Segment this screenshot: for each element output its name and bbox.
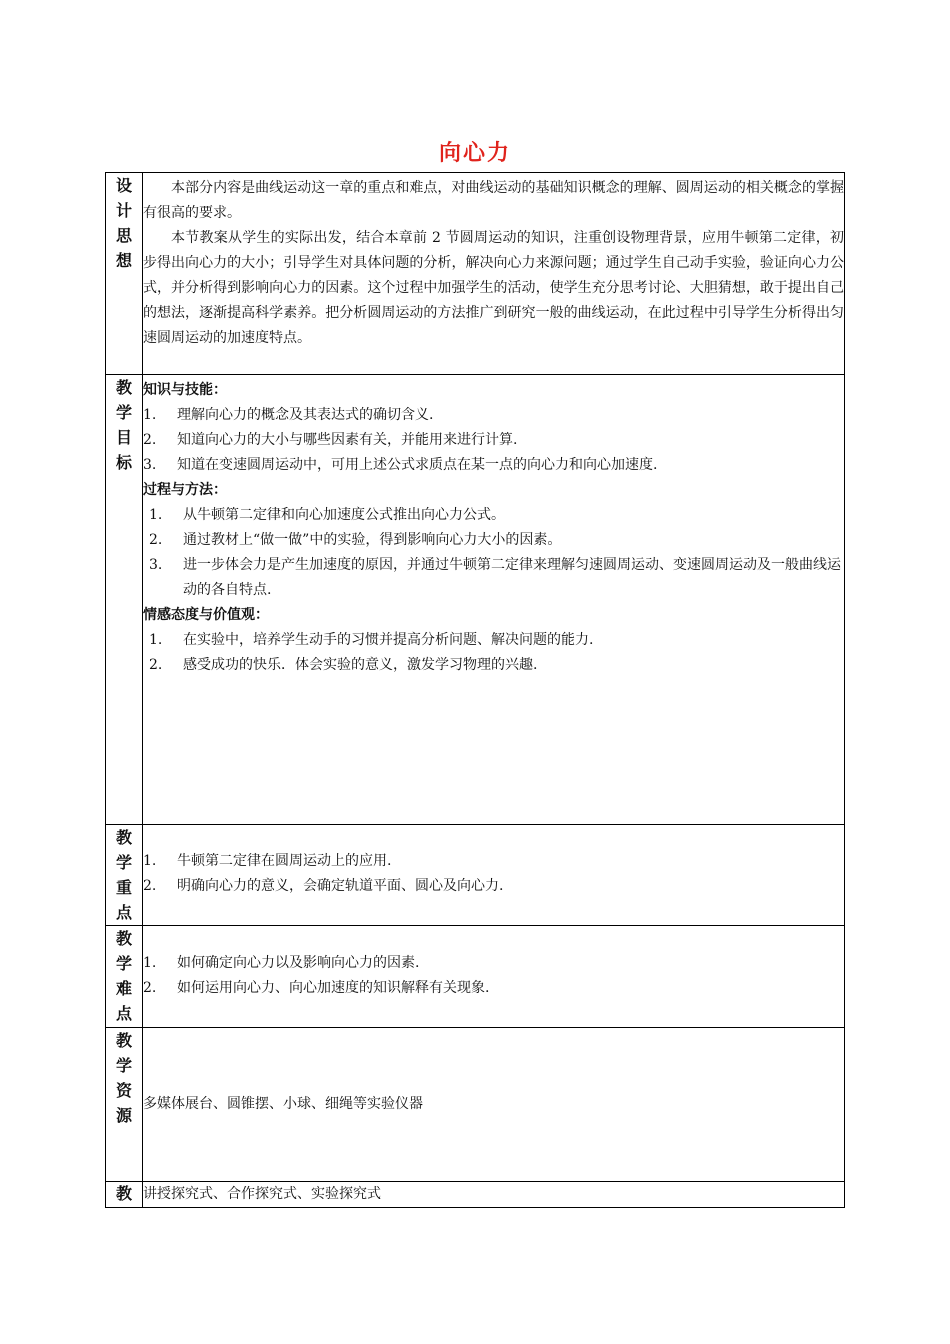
- item-number: 3.: [143, 457, 157, 473]
- label-char: 目: [115, 428, 132, 447]
- label-char: 学: [115, 1056, 132, 1075]
- label-char: 教: [115, 378, 132, 397]
- label-char: 源: [115, 1106, 132, 1125]
- methods-label: [106, 1182, 143, 1208]
- label-char: 资: [115, 1081, 132, 1100]
- item-number: 3.: [149, 557, 163, 573]
- resources-text: 多媒体展台、圆锥摆、小球、细绳等实验仪器: [143, 1096, 423, 1112]
- goals-label: [106, 375, 143, 825]
- list-item: [143, 553, 844, 603]
- keypoints-content: [143, 825, 845, 926]
- item-text: 知道在变速圆周运动中，可用上述公式求质点在某一点的向心力和向心加速度.: [177, 457, 658, 473]
- list-item: [143, 503, 844, 528]
- label-char: 教: [115, 1031, 132, 1050]
- label-char: 重: [115, 878, 132, 897]
- item-number: 2.: [149, 657, 163, 673]
- list-item: [143, 951, 844, 976]
- item-number: 1.: [143, 407, 157, 423]
- label-char: 教: [115, 929, 132, 948]
- difficulties-content: [143, 926, 845, 1028]
- methods-content: [143, 1182, 845, 1208]
- item-number: 1.: [149, 507, 163, 523]
- list-item: [143, 453, 844, 478]
- goal-list: [143, 403, 844, 478]
- label-char: 学: [115, 403, 132, 422]
- resources-content: [143, 1028, 845, 1182]
- resources-label: [106, 1028, 143, 1182]
- list-item: [143, 653, 844, 678]
- item-text: 如何运用向心力、向心加速度的知识解释有关现象.: [177, 980, 490, 996]
- methods-row: [106, 1182, 845, 1208]
- list-item: [143, 628, 844, 653]
- page-title: 向心力: [438, 141, 511, 166]
- design-row: [106, 173, 845, 375]
- goals-content: [143, 375, 845, 825]
- label-char: 思: [115, 226, 132, 245]
- goal-heading: 过程与方法：: [143, 482, 227, 498]
- item-text: 从牛顿第二定律和向心加速度公式推出向心力公式。: [183, 507, 505, 523]
- goal-list: [143, 503, 844, 603]
- list-item: [143, 874, 844, 899]
- label-char: 难: [115, 979, 132, 998]
- design-label: [106, 173, 143, 375]
- goal-heading: 情感态度与价值观：: [143, 607, 269, 623]
- item-number: 1.: [149, 632, 163, 648]
- item-text: 在实验中，培养学生动手的习惯并提高分析问题、解决问题的能力.: [183, 632, 594, 648]
- label-char: 想: [115, 251, 132, 270]
- keypoints-list: [143, 849, 844, 899]
- label-char: 点: [115, 903, 132, 922]
- item-text: 感受成功的快乐．体会实验的意义，激发学习物理的兴趣.: [183, 657, 538, 673]
- goal-list: [143, 628, 844, 678]
- item-text: 如何确定向心力以及影响向心力的因素.: [177, 955, 420, 971]
- item-text: 牛顿第二定律在圆周运动上的应用.: [177, 853, 392, 869]
- item-text: 进一步体会力是产生加速度的原因，并通过牛顿第二定律来理解匀速圆周运动、变速圆周运动及一般曲线运动的各自特点.: [183, 557, 841, 598]
- design-paragraph: 本节教案从学生的实际出发，结合本章前 2 节圆周运动的知识，注重创设物理背景，应用牛顿第二定律，初步得出向心力的大小；引导学生对具体问题的分析，解决向心力来源问题；通过学生自己动手实验，验证向心力公式，并分析得到影响向心力的因素。这个过程中加强学生的活动，使学生充分思考讨论、大胆猜想，敢于提出自己的想法，逐渐提高科学素养。把分析圆周运动的方法推广到研究一般的曲线运动，在此过程中引导学生分析得出匀速圆周运动的加速度特点。: [143, 230, 844, 346]
- item-number: 2.: [143, 432, 157, 448]
- item-number: 2.: [143, 878, 157, 894]
- difficulties-list: [143, 951, 844, 1001]
- label-char: 设: [115, 176, 132, 195]
- goals-row: [106, 375, 845, 825]
- item-text: 知道向心力的大小与哪些因素有关，并能用来进行计算.: [177, 432, 518, 448]
- goal-heading: 知识与技能：: [143, 382, 227, 398]
- keypoints-row: [106, 825, 845, 926]
- label-char: 教: [115, 828, 132, 847]
- keypoints-label: [106, 825, 143, 926]
- label-char: 学: [115, 954, 132, 973]
- item-text: 通过教材上“做一做”中的实验，得到影响向心力大小的因素。: [183, 532, 562, 548]
- label-char: 教: [115, 1184, 132, 1203]
- item-number: 1.: [143, 955, 157, 971]
- design-content: [143, 173, 845, 375]
- label-char: 点: [115, 1004, 132, 1023]
- list-item: [143, 976, 844, 1001]
- resources-row: [106, 1028, 845, 1182]
- list-item: [143, 403, 844, 428]
- difficulties-label: [106, 926, 143, 1028]
- list-item: [143, 849, 844, 874]
- item-number: 2.: [149, 532, 163, 548]
- label-char: 学: [115, 853, 132, 872]
- methods-text: 讲授探究式、合作探究式、实验探究式: [143, 1186, 381, 1202]
- item-text: 明确向心力的意义，会确定轨道平面、圆心及向心力.: [177, 878, 504, 894]
- item-text: 理解向心力的概念及其表达式的确切含义.: [177, 407, 434, 423]
- item-number: 2.: [143, 980, 157, 996]
- design-paragraph: 本部分内容是曲线运动这一章的重点和难点，对曲线运动的基础知识概念的理解、圆周运动的相关概念的掌握有很高的要求。: [143, 180, 844, 221]
- label-char: 计: [115, 201, 132, 220]
- difficulties-row: [106, 926, 845, 1028]
- list-item: [143, 428, 844, 453]
- lesson-plan-table: [105, 172, 845, 1208]
- list-item: [143, 528, 844, 553]
- item-number: 1.: [143, 853, 157, 869]
- label-char: 标: [115, 453, 132, 472]
